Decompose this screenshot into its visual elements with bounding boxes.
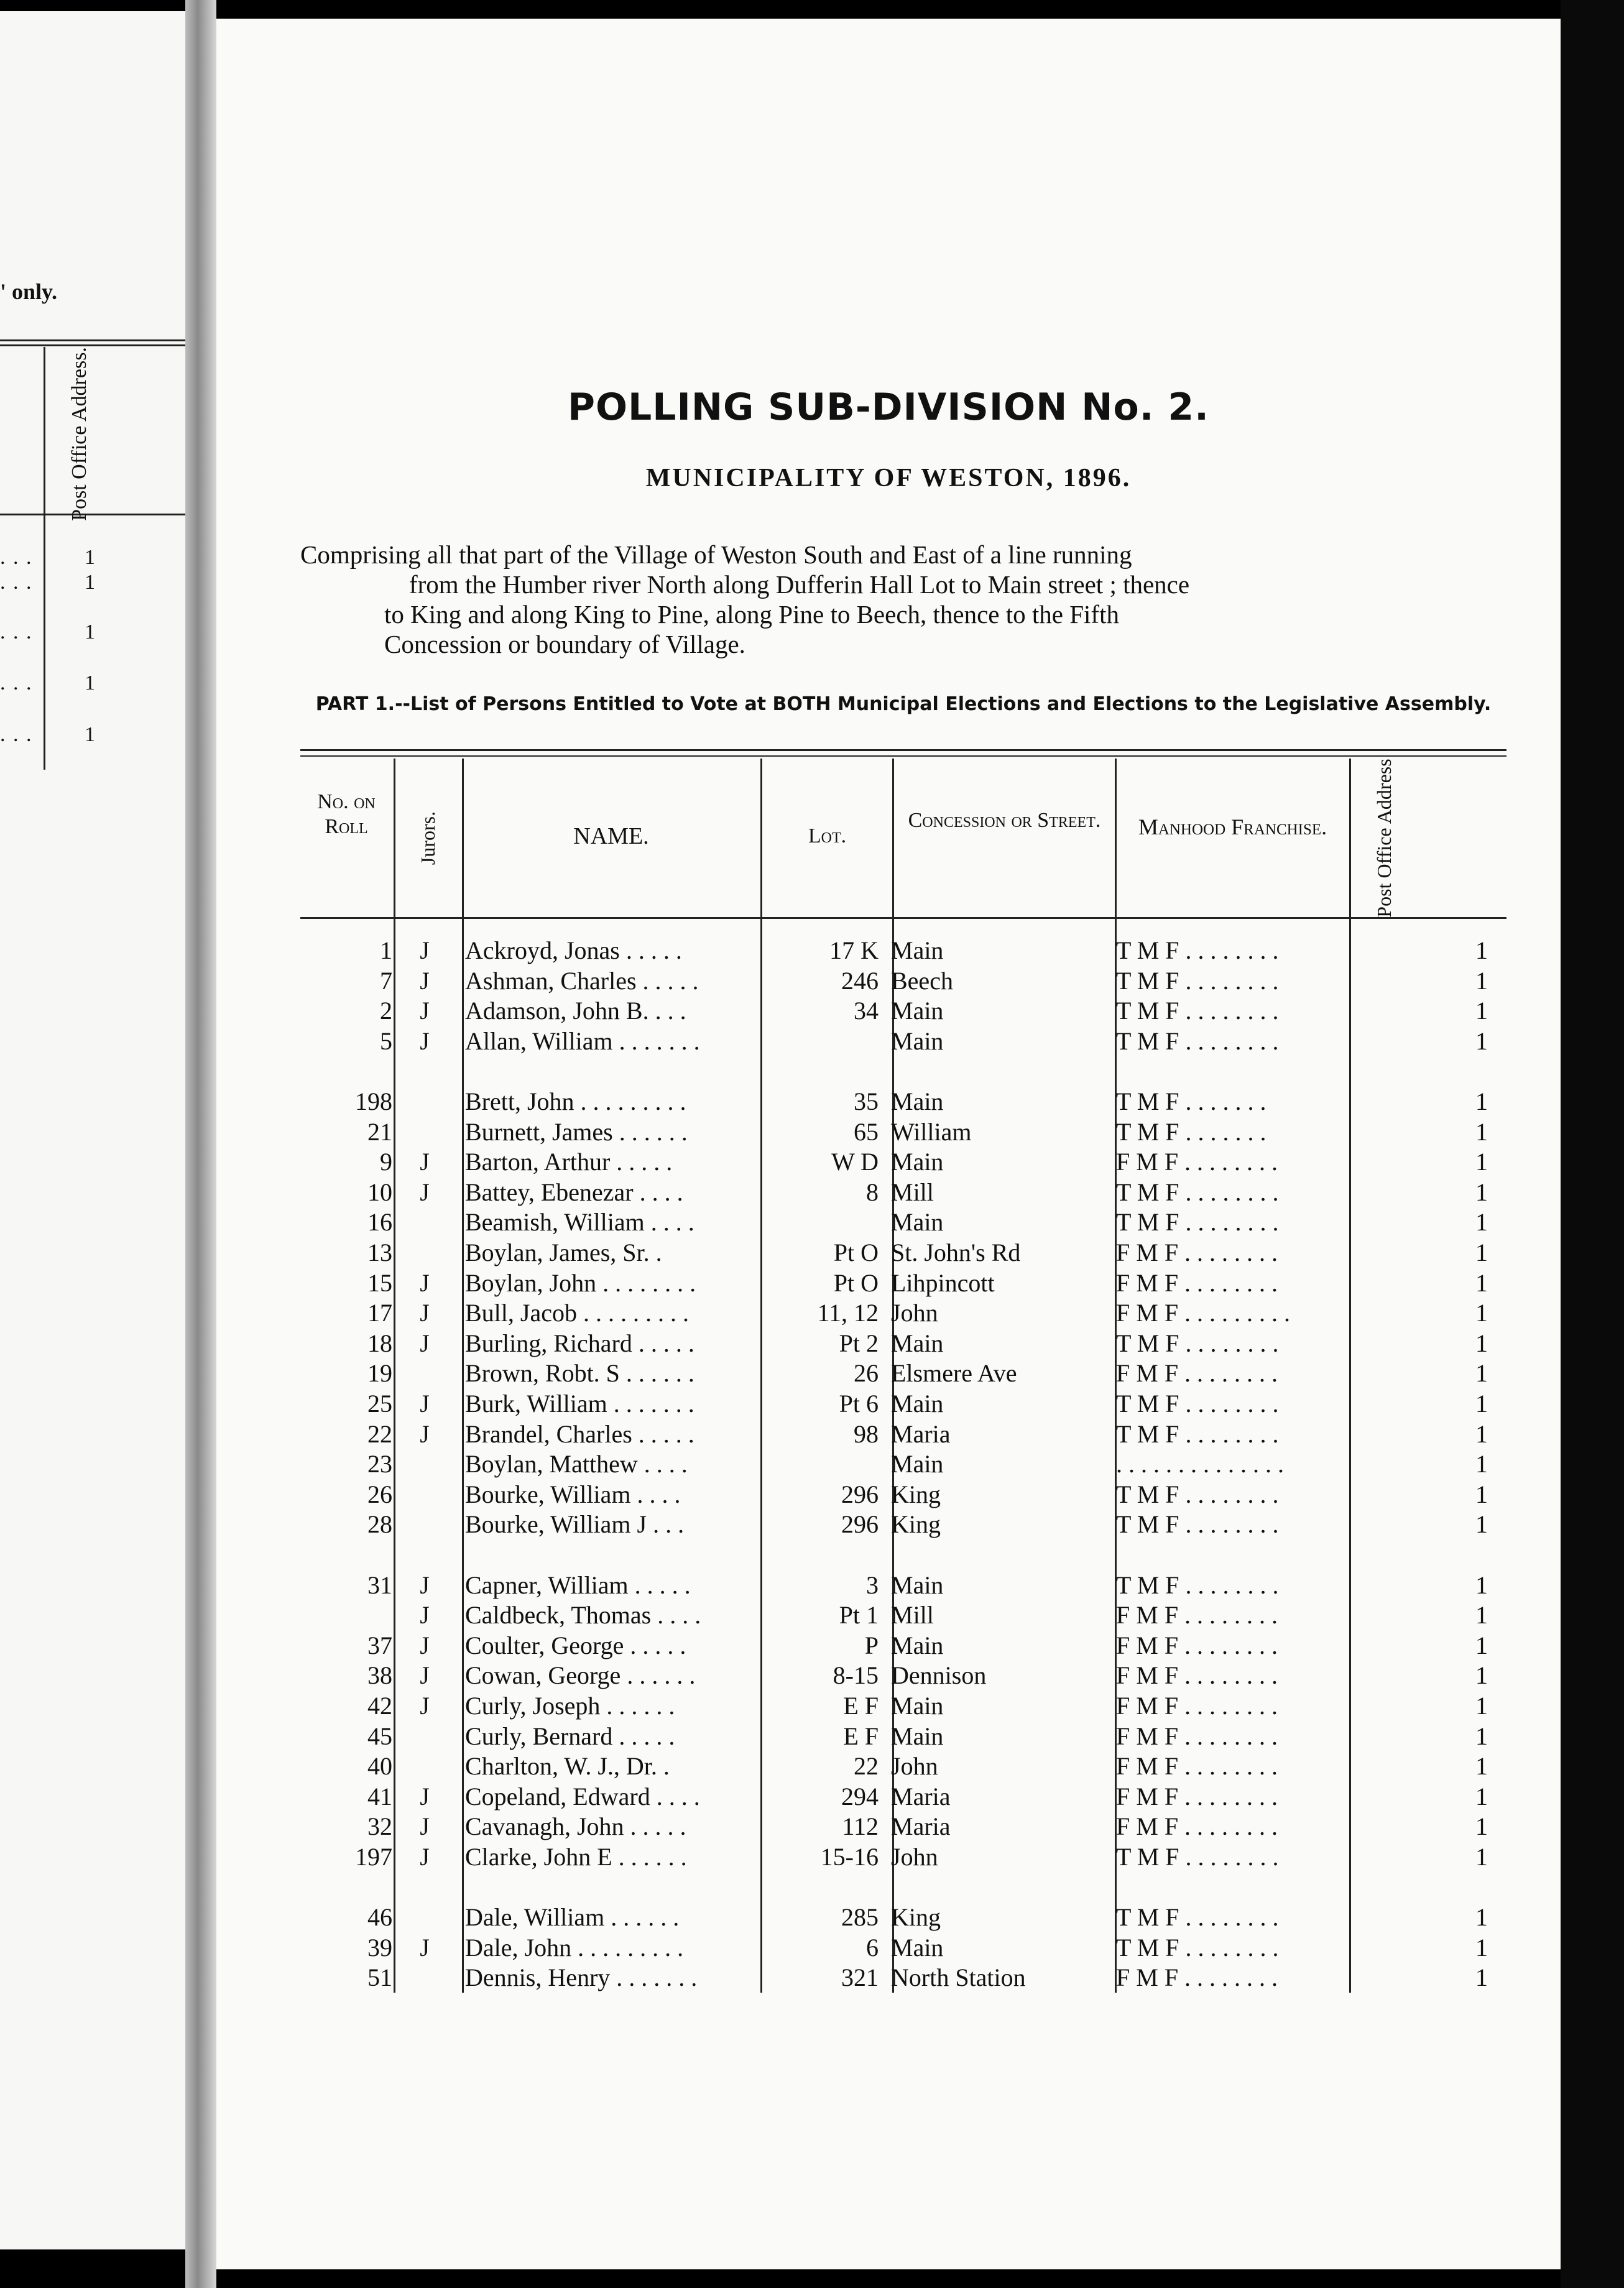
roll-number: 7	[380, 967, 392, 995]
street-name: Main	[891, 1329, 944, 1357]
table-row	[300, 1812, 1506, 1842]
franchise-mark: F M F . . . . . . . .	[1116, 1601, 1278, 1629]
street-name: Main	[891, 1571, 944, 1599]
franchise-mark: T M F . . . . . . . .	[1116, 1903, 1279, 1931]
voter-name: Cavanagh, John . . . . .	[465, 1812, 686, 1840]
street-name: Main	[891, 936, 944, 964]
roll-number: 2	[380, 997, 392, 1025]
roll-number: 9	[380, 1148, 392, 1176]
voter-name: Burk, William . . . . . . .	[465, 1390, 694, 1418]
franchise-mark: F M F . . . . . . . .	[1116, 1692, 1278, 1720]
franchise-mark: F M F . . . . . . . . .	[1116, 1299, 1291, 1327]
lot-number: 11, 12	[817, 1299, 879, 1327]
franchise-mark: T M F . . . . . . .	[1116, 1118, 1266, 1146]
table-row	[300, 1842, 1506, 1872]
voter-name: Charlton, W. J., Dr. .	[465, 1752, 670, 1780]
roll-number: 39	[367, 1934, 392, 1962]
franchise-mark: T M F . . . . . . . .	[1116, 1510, 1279, 1538]
table-row	[300, 1963, 1506, 1993]
franchise-mark: F M F . . . . . . . .	[1116, 1783, 1278, 1811]
post-office-address: 1	[1475, 1722, 1488, 1750]
juror-mark: J	[420, 1571, 430, 1599]
juror-mark: J	[420, 1390, 430, 1418]
street-name: Elsmere Ave	[891, 1359, 1017, 1387]
table-row	[300, 1722, 1506, 1751]
table-row	[300, 1329, 1506, 1358]
franchise-mark: F M F . . . . . . . .	[1116, 1661, 1278, 1689]
post-office-address: 1	[1475, 1208, 1488, 1236]
post-office-value: 1	[85, 723, 95, 746]
lot-number: 8-15	[833, 1661, 879, 1689]
left-page-rule	[0, 344, 185, 346]
roll-number: 26	[367, 1480, 392, 1508]
street-name: Maria	[891, 1783, 951, 1811]
voter-name: Boylan, James, Sr. .	[465, 1239, 662, 1266]
franchise-mark: F M F . . . . . . . .	[1116, 1269, 1278, 1297]
table-row	[300, 1026, 1506, 1056]
voter-name: Dennis, Henry . . . . . . .	[465, 1963, 698, 1991]
voter-name: Dale, William . . . . . .	[465, 1903, 680, 1931]
table-row	[300, 1571, 1506, 1600]
street-name: Main	[891, 1631, 944, 1659]
table-row	[300, 1419, 1506, 1449]
header-franchise: Manhood Franchise.	[1138, 814, 1327, 839]
juror-mark: J	[420, 1420, 430, 1448]
street-name: John	[891, 1752, 938, 1780]
lot-number: 22	[854, 1752, 879, 1780]
lot-number: 34	[854, 997, 879, 1025]
post-office-address: 1	[1475, 1118, 1488, 1146]
voter-name: Curly, Joseph . . . . . .	[465, 1692, 675, 1720]
franchise-mark: T M F . . . . . . . .	[1116, 967, 1279, 995]
post-office-address: 1	[1475, 1178, 1488, 1206]
voter-name: Battey, Ebenezar . . . .	[465, 1178, 683, 1206]
post-office-address: 1	[1475, 936, 1488, 964]
street-name: John	[891, 1299, 938, 1327]
street-name: Main	[891, 1390, 944, 1418]
voter-name: Boylan, Matthew . . . .	[465, 1450, 688, 1478]
street-name: Main	[891, 1450, 944, 1478]
street-name: Main	[891, 1722, 944, 1750]
street-name: Beech	[891, 967, 953, 995]
left-page-post-office-label: Post Office Address.	[68, 347, 91, 521]
header-concession: Concession or Street.	[908, 809, 1101, 832]
leader-dots: . . .	[0, 723, 33, 746]
post-office-address: 1	[1475, 1450, 1488, 1478]
roll-number: 16	[367, 1208, 392, 1236]
table-row	[300, 936, 1506, 966]
roll-number: 51	[367, 1963, 392, 1991]
table-row	[300, 1631, 1506, 1661]
table-row	[300, 1782, 1506, 1812]
street-name: North Station	[891, 1963, 1026, 1991]
roll-number: 31	[367, 1571, 392, 1599]
franchise-mark: F M F . . . . . . . .	[1116, 1148, 1278, 1176]
post-office-address: 1	[1475, 1329, 1488, 1357]
lot-number: Pt O	[833, 1239, 879, 1266]
header-no-on-roll: No. on Roll	[317, 790, 376, 838]
post-office-address: 1	[1475, 1390, 1488, 1418]
voter-name: Cowan, George . . . . . .	[465, 1661, 696, 1689]
post-office-address: 1	[1475, 1571, 1488, 1599]
post-office-address: 1	[1475, 967, 1488, 995]
franchise-mark: T M F . . . . . . .	[1116, 1087, 1266, 1115]
street-name: Mill	[891, 1178, 934, 1206]
post-office-value: 1	[85, 571, 95, 594]
franchise-mark: T M F . . . . . . . .	[1116, 1390, 1279, 1418]
roll-number: 46	[367, 1903, 392, 1931]
voter-name: Brown, Robt. S . . . . . .	[465, 1359, 694, 1387]
table-row	[300, 1600, 1506, 1630]
voter-name: Bourke, William . . . .	[465, 1480, 681, 1508]
left-page-rule	[0, 339, 185, 341]
lot-number: 26	[854, 1359, 879, 1387]
roll-number: 37	[367, 1631, 392, 1659]
roll-number: 42	[367, 1692, 392, 1720]
description-line: to King and along King to Pine, along Pine to Beech, thence to the Fifth	[384, 600, 1119, 629]
franchise-mark: F M F . . . . . . . .	[1116, 1752, 1278, 1780]
description-line: from the Humber river North along Dufferin Hall Lot to Main street ; thence	[409, 570, 1190, 599]
voter-name: Bourke, William J . . .	[465, 1510, 685, 1538]
juror-mark: J	[420, 1148, 430, 1176]
street-name: Maria	[891, 1420, 951, 1448]
roll-number: 28	[367, 1510, 392, 1538]
roll-number: 13	[367, 1239, 392, 1266]
post-office-address: 1	[1475, 1359, 1488, 1387]
description-line: Comprising all that part of the Village of Weston South and East of a line running	[300, 540, 1132, 569]
lot-number: 35	[854, 1087, 879, 1115]
juror-mark: J	[420, 1329, 430, 1357]
post-office-address: 1	[1475, 1631, 1488, 1659]
header-jurors-label: Jurors.	[417, 811, 439, 865]
table-row	[300, 1933, 1506, 1963]
header-lot: Lot.	[808, 824, 847, 847]
voter-name: Ashman, Charles . . . . .	[465, 967, 699, 995]
post-office-address: 1	[1475, 1420, 1488, 1448]
left-page-fragment	[0, 11, 185, 2249]
table-row	[300, 1389, 1506, 1419]
street-name: King	[891, 1480, 941, 1508]
table-row	[300, 1358, 1506, 1388]
voter-name: Bull, Jacob . . . . . . . . .	[465, 1299, 689, 1327]
lot-number: 3	[866, 1571, 879, 1599]
post-office-address: 1	[1475, 1027, 1488, 1055]
voter-name: Dale, John . . . . . . . . .	[465, 1934, 684, 1962]
left-page-only-text: ' only.	[0, 279, 58, 304]
roll-number: 32	[367, 1812, 392, 1840]
lot-number: 285	[841, 1903, 879, 1931]
left-page-rule	[0, 514, 185, 515]
street-name: Main	[891, 1692, 944, 1720]
voter-name: Coulter, George . . . . .	[465, 1631, 686, 1659]
roll-number: 10	[367, 1178, 392, 1206]
post-office-address: 1	[1475, 1239, 1488, 1266]
roll-number: 41	[367, 1783, 392, 1811]
lot-number: 246	[841, 967, 879, 995]
leader-dots: . . .	[0, 620, 33, 644]
page-subtitle: MUNICIPALITY OF WESTON, 1896.	[645, 464, 1132, 492]
table-row	[300, 1207, 1506, 1237]
street-name: John	[891, 1843, 938, 1871]
franchise-mark: T M F . . . . . . . .	[1116, 936, 1279, 964]
lot-number: Pt O	[833, 1269, 879, 1297]
voter-name: Boylan, John . . . . . . . .	[465, 1269, 696, 1297]
post-office-address: 1	[1475, 1299, 1488, 1327]
roll-number: 23	[367, 1450, 392, 1478]
juror-mark: J	[420, 1027, 430, 1055]
post-office-address: 1	[1475, 997, 1488, 1025]
table-top-rule	[300, 749, 1506, 751]
franchise-mark: F M F . . . . . . . .	[1116, 1812, 1278, 1840]
franchise-mark: F M F . . . . . . . .	[1116, 1722, 1278, 1750]
post-office-address: 1	[1475, 1843, 1488, 1871]
header-post-office-label: Post Office Address	[1373, 758, 1395, 918]
book-gutter	[185, 0, 216, 2288]
franchise-mark: T M F . . . . . . . .	[1116, 1208, 1279, 1236]
left-page-post-office-header	[48, 347, 111, 521]
leader-dots: . . .	[0, 671, 33, 694]
franchise-mark: . . . . . . . . . . . . . .	[1116, 1450, 1284, 1478]
post-office-value: 1	[85, 620, 95, 644]
table-row	[300, 1298, 1506, 1328]
lot-number: Pt 2	[839, 1329, 879, 1357]
street-name: Dennison	[891, 1661, 987, 1689]
street-name: Main	[891, 1148, 944, 1176]
post-office-address: 1	[1475, 1601, 1488, 1629]
post-office-value: 1	[85, 546, 95, 569]
voter-name: Burnett, James . . . . . .	[465, 1118, 688, 1146]
roll-number: 45	[367, 1722, 392, 1750]
post-office-address: 1	[1475, 1269, 1488, 1297]
street-name: William	[891, 1118, 972, 1146]
voter-name: Brett, John . . . . . . . . .	[465, 1087, 686, 1115]
juror-mark: J	[420, 1299, 430, 1327]
table-row	[300, 1087, 1506, 1117]
street-name: King	[891, 1510, 941, 1538]
lot-number: 6	[866, 1934, 879, 1962]
part-heading: PART 1.--List of Persons Entitled to Vote at BOTH Municipal Elections and Elections to the Legislative Assembly.	[315, 693, 1492, 715]
franchise-mark: T M F . . . . . . . .	[1116, 1420, 1279, 1448]
table-row	[300, 1449, 1506, 1479]
voter-name: Ackroyd, Jonas . . . . .	[465, 936, 682, 964]
table-row	[300, 1751, 1506, 1781]
left-page-row	[0, 671, 185, 696]
voter-name: Caldbeck, Thomas . . . .	[465, 1601, 701, 1629]
juror-mark: J	[420, 936, 430, 964]
lot-number: 112	[842, 1812, 879, 1840]
juror-mark: J	[420, 997, 430, 1025]
leader-dots: . . .	[0, 546, 33, 569]
roll-number: 5	[380, 1027, 392, 1055]
street-name: Main	[891, 1934, 944, 1962]
juror-mark: J	[420, 1783, 430, 1811]
franchise-mark: T M F . . . . . . . .	[1116, 1843, 1279, 1871]
roll-number: 15	[367, 1269, 392, 1297]
voter-name: Barton, Arthur . . . . .	[465, 1148, 673, 1176]
roll-number: 198	[355, 1087, 392, 1115]
voter-name: Copeland, Edward . . . .	[465, 1783, 700, 1811]
header-name: NAME.	[573, 823, 649, 849]
post-office-address: 1	[1475, 1480, 1488, 1508]
franchise-mark: T M F . . . . . . . .	[1116, 1027, 1279, 1055]
lot-number: 15-16	[820, 1843, 879, 1871]
juror-mark: J	[420, 1631, 430, 1659]
franchise-mark: T M F . . . . . . . .	[1116, 1329, 1279, 1357]
lot-number: P	[864, 1631, 879, 1659]
post-office-value: 1	[85, 671, 95, 694]
voter-name: Allan, William . . . . . . .	[465, 1027, 700, 1055]
juror-mark: J	[420, 1269, 430, 1297]
header-jurors	[397, 762, 459, 914]
table-row	[300, 966, 1506, 996]
lot-number: E F	[843, 1722, 879, 1750]
table-row	[300, 1268, 1506, 1298]
juror-mark: J	[420, 967, 430, 995]
juror-mark: J	[420, 1178, 430, 1206]
juror-mark: J	[420, 1843, 430, 1871]
voter-name: Adamson, John B. . . .	[465, 997, 686, 1025]
juror-mark: J	[420, 1601, 430, 1629]
boundary-description	[300, 540, 1500, 659]
table-row	[300, 1117, 1506, 1147]
street-name: St. John's Rd	[891, 1239, 1021, 1266]
lot-number: 296	[841, 1480, 879, 1508]
post-office-address: 1	[1475, 1963, 1488, 1991]
lot-number: W D	[831, 1148, 879, 1176]
roll-number: 1	[380, 936, 392, 964]
table-row	[300, 1238, 1506, 1268]
table-row	[300, 1510, 1506, 1539]
roll-number: 21	[367, 1118, 392, 1146]
voter-name: Curly, Bernard . . . . .	[465, 1722, 675, 1750]
header-bottom-rule	[300, 917, 1506, 919]
main-page	[216, 19, 1561, 2269]
lot-number: 65	[854, 1118, 879, 1146]
voter-name: Clarke, John E . . . . . .	[465, 1843, 687, 1871]
street-name: King	[891, 1903, 941, 1931]
franchise-mark: F M F . . . . . . . .	[1116, 1631, 1278, 1659]
header-post-office	[1353, 758, 1415, 918]
post-office-address: 1	[1475, 1692, 1488, 1720]
voter-name: Burling, Richard . . . . .	[465, 1329, 694, 1357]
lot-number: 321	[841, 1963, 879, 1991]
roll-number: 19	[367, 1359, 392, 1387]
juror-mark: J	[420, 1812, 430, 1840]
franchise-mark: T M F . . . . . . . .	[1116, 1934, 1279, 1962]
roll-number: 17	[367, 1299, 392, 1327]
left-page-row	[0, 723, 185, 748]
roll-number: 38	[367, 1661, 392, 1689]
table-row	[300, 1661, 1506, 1691]
left-page-row	[0, 571, 185, 596]
post-office-address: 1	[1475, 1812, 1488, 1840]
lot-number: 17 K	[829, 936, 879, 964]
page-title: POLLING SUB-DIVISION No. 2.	[568, 385, 1209, 429]
left-page-row	[0, 546, 185, 571]
franchise-mark: T M F . . . . . . . .	[1116, 997, 1279, 1025]
table-row	[300, 1691, 1506, 1721]
post-office-address: 1	[1475, 1661, 1488, 1689]
lot-number: 8	[866, 1178, 879, 1206]
table-row	[300, 1903, 1506, 1932]
table-row	[300, 996, 1506, 1026]
table-row	[300, 1147, 1506, 1177]
roll-number: 22	[367, 1420, 392, 1448]
juror-mark: J	[420, 1934, 430, 1962]
franchise-mark: T M F . . . . . . . .	[1116, 1178, 1279, 1206]
roll-number: 25	[367, 1390, 392, 1418]
table-top-rule	[300, 755, 1506, 757]
post-office-address: 1	[1475, 1783, 1488, 1811]
street-name: Main	[891, 1208, 944, 1236]
post-office-address: 1	[1475, 1087, 1488, 1115]
post-office-address: 1	[1475, 1903, 1488, 1931]
table-row	[300, 1178, 1506, 1207]
post-office-address: 1	[1475, 1148, 1488, 1176]
leader-dots: . . .	[0, 571, 33, 594]
juror-mark: J	[420, 1692, 430, 1720]
page-edge	[1561, 0, 1624, 2288]
street-name: Main	[891, 997, 944, 1025]
lot-number: Pt 1	[839, 1601, 879, 1629]
voter-name: Capner, William . . . . .	[465, 1571, 691, 1599]
left-page-row	[0, 620, 185, 645]
voter-name: Brandel, Charles . . . . .	[465, 1420, 694, 1448]
franchise-mark: T M F . . . . . . . .	[1116, 1480, 1279, 1508]
juror-mark: J	[420, 1661, 430, 1689]
post-office-address: 1	[1475, 1510, 1488, 1538]
street-name: Lihpincott	[891, 1269, 995, 1297]
franchise-mark: F M F . . . . . . . .	[1116, 1239, 1278, 1266]
lot-number: 296	[841, 1510, 879, 1538]
street-name: Main	[891, 1027, 944, 1055]
lot-number: 98	[854, 1420, 879, 1448]
franchise-mark: T M F . . . . . . . .	[1116, 1571, 1279, 1599]
voter-name: Beamish, William . . . .	[465, 1208, 694, 1236]
roll-number: 18	[367, 1329, 392, 1357]
lot-number: 294	[841, 1783, 879, 1811]
street-name: Maria	[891, 1812, 951, 1840]
roll-number: 197	[355, 1843, 392, 1871]
post-office-address: 1	[1475, 1752, 1488, 1780]
street-name: Main	[891, 1087, 944, 1115]
street-name: Mill	[891, 1601, 934, 1629]
roll-number: 40	[367, 1752, 392, 1780]
lot-number: Pt 6	[839, 1390, 879, 1418]
table-row	[300, 1480, 1506, 1510]
description-line: Concession or boundary of Village.	[384, 630, 745, 658]
post-office-address: 1	[1475, 1934, 1488, 1962]
lot-number: E F	[843, 1692, 879, 1720]
franchise-mark: F M F . . . . . . . .	[1116, 1963, 1278, 1991]
franchise-mark: F M F . . . . . . . .	[1116, 1359, 1278, 1387]
